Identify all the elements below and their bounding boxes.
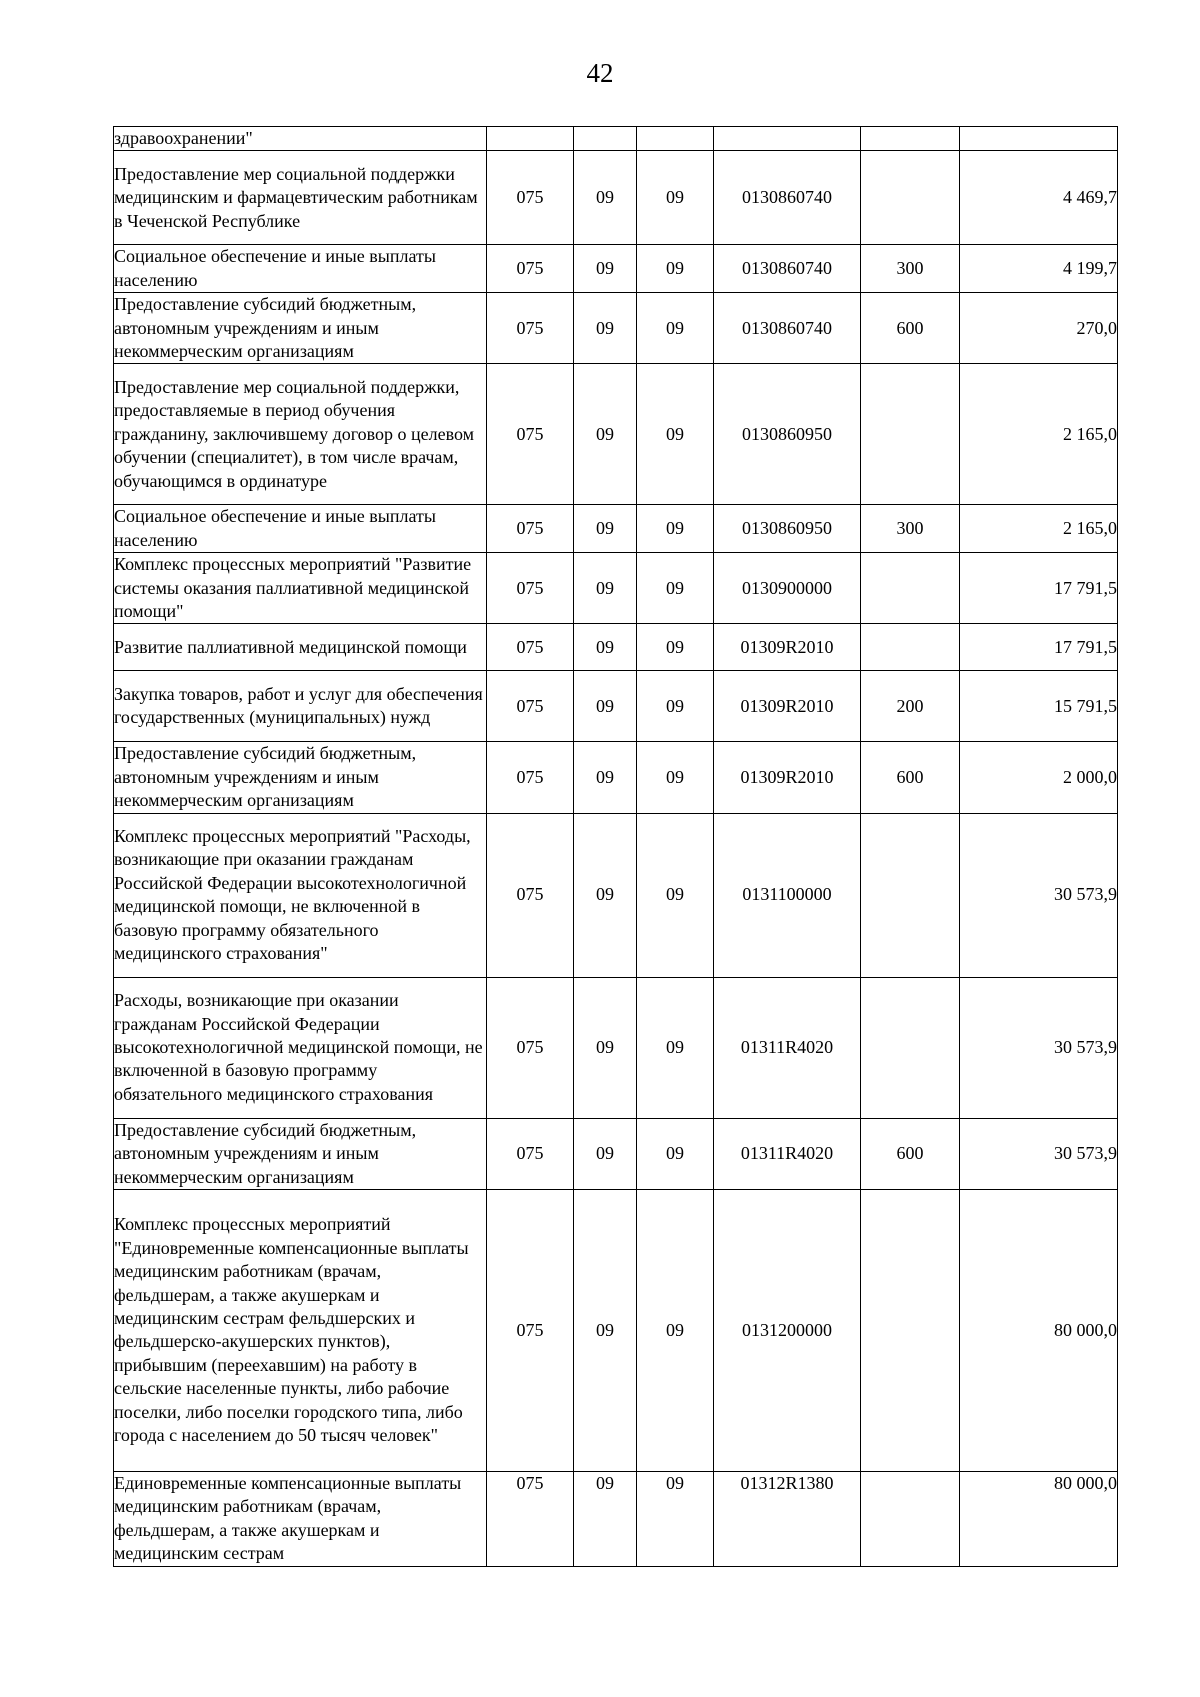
table-row <box>114 364 1118 505</box>
cell-ministry-code: 075 <box>487 1471 574 1566</box>
cell-expense-type-code: 600 <box>861 1118 960 1189</box>
cell-amount: 2 165,0 <box>960 505 1118 553</box>
cell-item-name: Единовременные компенсационные выплаты медицинским работникам (врачам, фельдшерам, а также акушеркам и медицинским сестрам <box>114 1471 487 1566</box>
table-row <box>114 813 1118 977</box>
cell-subsection-code: 09 <box>637 505 714 553</box>
cell-item-name: Предоставление субсидий бюджетным, автономным учреждениям и иным некоммерческим организациям <box>114 293 487 364</box>
cell-ministry-code: 075 <box>487 624 574 671</box>
cell-item-name: Предоставление субсидий бюджетным, автономным учреждениям и иным некоммерческим организациям <box>114 1118 487 1189</box>
cell-expense-type-code <box>861 624 960 671</box>
table-row <box>114 624 1118 671</box>
cell-section-code: 09 <box>574 151 637 245</box>
cell-section-code: 09 <box>574 1189 637 1471</box>
cell-subsection-code: 09 <box>637 813 714 977</box>
cell-section-code: 09 <box>574 813 637 977</box>
cell-amount: 80 000,0 <box>960 1189 1118 1471</box>
cell-section-code: 09 <box>574 364 637 505</box>
cell-amount: 17 791,5 <box>960 624 1118 671</box>
cell-ministry-code: 075 <box>487 1189 574 1471</box>
cell-expense-type-code: 200 <box>861 671 960 742</box>
cell-amount: 17 791,5 <box>960 553 1118 624</box>
page-number: 42 <box>586 58 614 88</box>
cell-ministry-code: 075 <box>487 742 574 813</box>
cell-target-article-code: 0130860950 <box>714 364 861 505</box>
cell-item-name: Предоставление субсидий бюджетным, автономным учреждениям и иным некоммерческим организациям <box>114 742 487 813</box>
cell-target-article-code: 01309R2010 <box>714 671 861 742</box>
cell-subsection-code: 09 <box>637 977 714 1118</box>
cell-target-article-code: 0130860950 <box>714 505 861 553</box>
cell-ministry-code: 075 <box>487 1118 574 1189</box>
cell-expense-type-code <box>861 977 960 1118</box>
cell-expense-type-code <box>861 553 960 624</box>
cell-subsection-code: 09 <box>637 624 714 671</box>
cell-amount <box>960 127 1118 151</box>
cell-expense-type-code <box>861 364 960 505</box>
cell-section-code: 09 <box>574 624 637 671</box>
cell-amount: 30 573,9 <box>960 813 1118 977</box>
cell-subsection-code: 09 <box>637 293 714 364</box>
budget-table-body <box>114 127 1118 1567</box>
cell-target-article-code: 01311R4020 <box>714 1118 861 1189</box>
cell-item-name: Комплекс процессных мероприятий "Развитие системы оказания паллиативной медицинской помощи" <box>114 553 487 624</box>
cell-subsection-code: 09 <box>637 742 714 813</box>
cell-expense-type-code <box>861 151 960 245</box>
cell-expense-type-code: 300 <box>861 245 960 293</box>
cell-amount: 30 573,9 <box>960 1118 1118 1189</box>
table-row <box>114 127 1118 151</box>
cell-target-article-code: 0130860740 <box>714 293 861 364</box>
budget-table <box>113 126 1118 1567</box>
cell-expense-type-code: 300 <box>861 505 960 553</box>
cell-item-name: Социальное обеспечение и иные выплаты населению <box>114 505 487 553</box>
cell-target-article-code <box>714 127 861 151</box>
cell-amount: 15 791,5 <box>960 671 1118 742</box>
table-row <box>114 1118 1118 1189</box>
cell-ministry-code: 075 <box>487 553 574 624</box>
cell-amount: 30 573,9 <box>960 977 1118 1118</box>
table-row <box>114 1189 1118 1471</box>
cell-item-name: Расходы, возникающие при оказании гражданам Российской Федерации высокотехнологичной медицинской помощи, не включенной в базовую программу обязательного медицинского страхования <box>114 977 487 1118</box>
cell-section-code <box>574 127 637 151</box>
cell-subsection-code: 09 <box>637 671 714 742</box>
cell-section-code: 09 <box>574 293 637 364</box>
table-row <box>114 151 1118 245</box>
cell-target-article-code: 0131100000 <box>714 813 861 977</box>
cell-item-name: Предоставление мер социальной поддержки медицинским и фармацевтическим работникам в Чеченской Республике <box>114 151 487 245</box>
cell-item-name: здравоохранении" <box>114 127 487 151</box>
cell-section-code: 09 <box>574 553 637 624</box>
table-row <box>114 505 1118 553</box>
table-row <box>114 553 1118 624</box>
cell-item-name: Предоставление мер социальной поддержки, предоставляемые в период обучения гражданину, заключившему договор о целевом обучении (специалитет), в том числе врачам, обучающимся в ординатуре <box>114 364 487 505</box>
cell-ministry-code <box>487 127 574 151</box>
cell-ministry-code: 075 <box>487 671 574 742</box>
cell-subsection-code: 09 <box>637 1189 714 1471</box>
cell-subsection-code <box>637 127 714 151</box>
cell-expense-type-code: 600 <box>861 293 960 364</box>
cell-expense-type-code <box>861 1471 960 1566</box>
cell-target-article-code: 0130860740 <box>714 151 861 245</box>
cell-amount: 2 000,0 <box>960 742 1118 813</box>
cell-amount: 4 469,7 <box>960 151 1118 245</box>
table-row <box>114 977 1118 1118</box>
cell-target-article-code: 0131200000 <box>714 1189 861 1471</box>
cell-section-code: 09 <box>574 505 637 553</box>
cell-expense-type-code <box>861 813 960 977</box>
cell-item-name: Комплекс процессных мероприятий "Расходы, возникающие при оказании гражданам Российской Федерации высокотехнологичной медицинской помощи, не включенной в базовую программу обязательного медицинского страхования" <box>114 813 487 977</box>
cell-expense-type-code <box>861 1189 960 1471</box>
cell-target-article-code: 0130900000 <box>714 553 861 624</box>
cell-amount: 80 000,0 <box>960 1471 1118 1566</box>
cell-subsection-code: 09 <box>637 245 714 293</box>
cell-subsection-code: 09 <box>637 553 714 624</box>
cell-section-code: 09 <box>574 977 637 1118</box>
cell-expense-type-code: 600 <box>861 742 960 813</box>
cell-subsection-code: 09 <box>637 151 714 245</box>
table-row <box>114 1471 1118 1566</box>
cell-subsection-code: 09 <box>637 1471 714 1566</box>
table-row <box>114 671 1118 742</box>
cell-section-code: 09 <box>574 671 637 742</box>
cell-ministry-code: 075 <box>487 813 574 977</box>
table-row <box>114 293 1118 364</box>
cell-amount: 4 199,7 <box>960 245 1118 293</box>
cell-ministry-code: 075 <box>487 151 574 245</box>
table-row <box>114 245 1118 293</box>
cell-ministry-code: 075 <box>487 293 574 364</box>
cell-section-code: 09 <box>574 245 637 293</box>
cell-item-name: Комплекс процессных мероприятий "Единовременные компенсационные выплаты медицинским работникам (врачам, фельдшерам, а также акушеркам и медицинским сестрам фельдшерских и фельдшерско-акушерских пунктов), прибывшим (переехавшим) на работу в сельские населенные пункты, либо рабочие поселки, либо поселки городского типа, либо города с населением до 50 тысяч человек" <box>114 1189 487 1471</box>
cell-section-code: 09 <box>574 742 637 813</box>
cell-item-name: Закупка товаров, работ и услуг для обеспечения государственных (муниципальных) нужд <box>114 671 487 742</box>
cell-subsection-code: 09 <box>637 364 714 505</box>
cell-item-name: Социальное обеспечение и иные выплаты населению <box>114 245 487 293</box>
cell-ministry-code: 075 <box>487 977 574 1118</box>
cell-ministry-code: 075 <box>487 505 574 553</box>
cell-section-code: 09 <box>574 1471 637 1566</box>
table-row <box>114 742 1118 813</box>
cell-target-article-code: 01309R2010 <box>714 624 861 671</box>
cell-target-article-code: 01311R4020 <box>714 977 861 1118</box>
cell-amount: 2 165,0 <box>960 364 1118 505</box>
cell-ministry-code: 075 <box>487 364 574 505</box>
cell-expense-type-code <box>861 127 960 151</box>
cell-subsection-code: 09 <box>637 1118 714 1189</box>
cell-section-code: 09 <box>574 1118 637 1189</box>
cell-item-name: Развитие паллиативной медицинской помощи <box>114 624 487 671</box>
cell-target-article-code: 01312R1380 <box>714 1471 861 1566</box>
cell-target-article-code: 0130860740 <box>714 245 861 293</box>
cell-target-article-code: 01309R2010 <box>714 742 861 813</box>
cell-amount: 270,0 <box>960 293 1118 364</box>
cell-ministry-code: 075 <box>487 245 574 293</box>
